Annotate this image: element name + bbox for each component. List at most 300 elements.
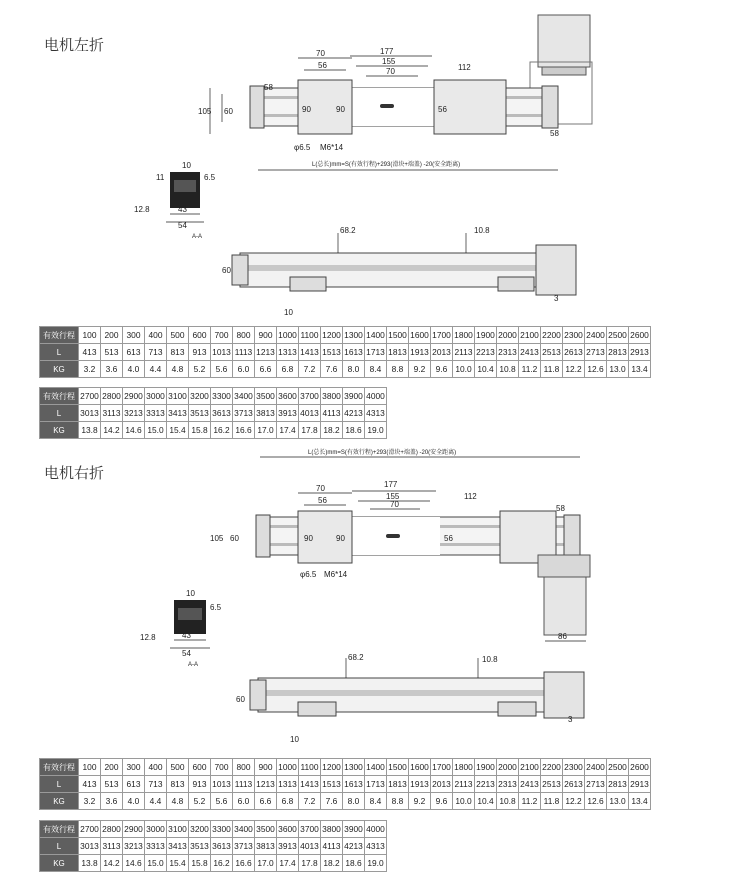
- cross-dim-12-8: 12.8: [140, 633, 156, 642]
- table-cell: 3300: [211, 388, 233, 405]
- table-cell: 1913: [409, 776, 431, 793]
- table-cell: 2813: [607, 344, 629, 361]
- table-cell: 15.8: [189, 422, 211, 439]
- table-cell: 613: [123, 776, 145, 793]
- table-cell: 7.2: [299, 361, 321, 378]
- table-cell: 14.6: [123, 422, 145, 439]
- table-cell: 8.4: [365, 361, 387, 378]
- dim-112: 112: [464, 492, 477, 501]
- dim-105: 105: [210, 534, 224, 543]
- table-cell: 17.0: [255, 855, 277, 872]
- table-cell: 700: [211, 759, 233, 776]
- spec-table-right-fold-1: [39, 758, 651, 810]
- table-cell: 7.2: [299, 793, 321, 810]
- table-cell: 600: [189, 759, 211, 776]
- table-cell: 1900: [475, 759, 497, 776]
- table-cell: 18.6: [343, 422, 365, 439]
- table-cell: 800: [233, 759, 255, 776]
- table-cell: 1013: [211, 776, 233, 793]
- table-cell: 3013: [79, 405, 101, 422]
- dim-112: 112: [458, 63, 471, 72]
- table-cell: 14.2: [101, 422, 123, 439]
- dim-thread: M6*14: [320, 143, 344, 152]
- table-cell: 1000: [277, 327, 299, 344]
- table-cell: 1200: [321, 327, 343, 344]
- side-view-drawing-right-fold: [228, 650, 598, 750]
- table-cell: 2613: [563, 776, 585, 793]
- table-cell: 700: [211, 327, 233, 344]
- table-cell: 3100: [167, 388, 189, 405]
- table-cell: 2313: [497, 344, 519, 361]
- table-cell: 1300: [343, 759, 365, 776]
- dim-hole: φ6.5: [294, 143, 311, 152]
- table-cell: 1500: [387, 759, 409, 776]
- table-cell: 3400: [233, 388, 255, 405]
- table-cell: 1313: [277, 776, 299, 793]
- table-row-stroke: [40, 388, 387, 405]
- table-cell: 1413: [299, 776, 321, 793]
- table-cell: 15.4: [167, 855, 189, 872]
- table-cell: 8.0: [343, 793, 365, 810]
- table-cell: 1713: [365, 776, 387, 793]
- table-cell: 3.6: [101, 361, 123, 378]
- table-cell: 2713: [585, 776, 607, 793]
- table-cell: 2100: [519, 327, 541, 344]
- table-cell: 1113: [233, 776, 255, 793]
- table-cell: 2213: [475, 776, 497, 793]
- dim-58-right: 58: [550, 129, 559, 138]
- row-label-weight: KG: [40, 793, 79, 810]
- table-cell: 4213: [343, 838, 365, 855]
- table-cell: 8.4: [365, 793, 387, 810]
- dim-90-a: 90: [302, 105, 311, 114]
- table-cell: 1613: [343, 344, 365, 361]
- cross-dim-54: 54: [178, 221, 187, 230]
- table-cell: 3713: [233, 405, 255, 422]
- dim-70-b: 70: [390, 500, 399, 509]
- table-cell: 400: [145, 327, 167, 344]
- table-cell: 4.0: [123, 793, 145, 810]
- table-cell: 1813: [387, 776, 409, 793]
- table-cell: 17.0: [255, 422, 277, 439]
- table-cell: 3913: [277, 838, 299, 855]
- table-cell: 2413: [519, 776, 541, 793]
- table-cell: 13.0: [607, 793, 629, 810]
- table-cell: 1800: [453, 759, 475, 776]
- table-cell: 913: [189, 344, 211, 361]
- table-cell: 10.0: [453, 361, 475, 378]
- top-view-drawing-left-fold: [190, 10, 610, 180]
- table-cell: 2800: [101, 388, 123, 405]
- table-cell: 12.6: [585, 361, 607, 378]
- table-cell: 10.4: [475, 361, 497, 378]
- table-cell: 6.6: [255, 361, 277, 378]
- cross-dim-54: 54: [182, 649, 191, 658]
- table-cell: 8.0: [343, 361, 365, 378]
- table-cell: 3500: [255, 388, 277, 405]
- table-cell: 16.6: [233, 855, 255, 872]
- table-cell: 12.2: [563, 361, 585, 378]
- table-cell: 2113: [453, 344, 475, 361]
- dim-177: 177: [384, 480, 398, 489]
- table-row-length: [40, 344, 651, 361]
- table-cell: 3413: [167, 838, 189, 855]
- table-cell: 5.2: [189, 361, 211, 378]
- table-cell: 4.8: [167, 793, 189, 810]
- cross-dim-10: 10: [182, 161, 191, 170]
- table-cell: 3600: [277, 821, 299, 838]
- table-cell: 1600: [409, 759, 431, 776]
- table-cell: 613: [123, 344, 145, 361]
- table-cell: 3600: [277, 388, 299, 405]
- table-cell: 11.8: [541, 793, 563, 810]
- dim-56-mid: 56: [438, 105, 447, 114]
- table-cell: 1913: [409, 344, 431, 361]
- table-cell: 3800: [321, 388, 343, 405]
- table-cell: 100: [79, 327, 101, 344]
- cross-dim-43: 43: [178, 205, 187, 214]
- row-label-length: L: [40, 838, 79, 855]
- table-cell: 12.6: [585, 793, 607, 810]
- table-cell: 11.2: [519, 793, 541, 810]
- table-cell: 9.6: [431, 793, 453, 810]
- table-cell: 3113: [101, 405, 123, 422]
- table-cell: 2600: [629, 759, 651, 776]
- table-cell: 1800: [453, 327, 475, 344]
- table-cell: 2400: [585, 327, 607, 344]
- dim-70-a: 70: [316, 484, 325, 493]
- length-formula: L(总长)mm=S(有效行程)+293(滑块+端盖) -20(安全距离): [308, 450, 457, 456]
- table-cell: 2100: [519, 759, 541, 776]
- table-row-weight: [40, 793, 651, 810]
- table-cell: 17.8: [299, 855, 321, 872]
- table-cell: 2213: [475, 344, 497, 361]
- table-cell: 200: [101, 327, 123, 344]
- table-cell: 4313: [365, 838, 387, 855]
- table-cell: 3700: [299, 388, 321, 405]
- table-cell: 3413: [167, 405, 189, 422]
- cross-section-drawing-left-fold: [130, 160, 230, 240]
- table-cell: 6.8: [277, 361, 299, 378]
- table-cell: 713: [145, 344, 167, 361]
- table-cell: 2513: [541, 776, 563, 793]
- table-cell: 8.8: [387, 793, 409, 810]
- table-cell: 4.4: [145, 361, 167, 378]
- table-cell: 500: [167, 327, 189, 344]
- table-cell: 16.6: [233, 422, 255, 439]
- table-cell: 2700: [79, 821, 101, 838]
- table-cell: 9.6: [431, 361, 453, 378]
- table-cell: 713: [145, 776, 167, 793]
- table-cell: 16.2: [211, 855, 233, 872]
- table-cell: 10.0: [453, 793, 475, 810]
- table-cell: 2013: [431, 344, 453, 361]
- table-cell: 1100: [299, 759, 321, 776]
- table-cell: 3900: [343, 821, 365, 838]
- table-cell: 1613: [343, 776, 365, 793]
- table-cell: 2900: [123, 821, 145, 838]
- table-cell: 17.4: [277, 855, 299, 872]
- length-formula: L(总长)mm=S(有效行程)+293(滑块+端盖) -20(安全距离): [312, 162, 461, 168]
- table-cell: 500: [167, 759, 189, 776]
- dim-58: 58: [556, 504, 565, 513]
- table-cell: 4000: [365, 388, 387, 405]
- table-cell: 2313: [497, 776, 519, 793]
- row-label-weight: KG: [40, 855, 79, 872]
- table-cell: 3700: [299, 821, 321, 838]
- dim-58-left: 58: [264, 83, 273, 92]
- spec-table-left-fold-1: [39, 326, 651, 378]
- table-cell: 17.4: [277, 422, 299, 439]
- table-row-weight: [40, 361, 651, 378]
- table-cell: 1013: [211, 344, 233, 361]
- table-cell: 813: [167, 776, 189, 793]
- table-cell: 5.2: [189, 793, 211, 810]
- table-cell: 3500: [255, 821, 277, 838]
- table-cell: 3800: [321, 821, 343, 838]
- side-dim-68-2: 68.2: [348, 653, 364, 662]
- table-cell: 18.6: [343, 855, 365, 872]
- side-view-drawing-left-fold: [220, 225, 590, 325]
- table-cell: 2500: [607, 759, 629, 776]
- side-dim-68-2: 68.2: [340, 226, 356, 235]
- table-row-length: [40, 776, 651, 793]
- dim-56-a: 56: [318, 496, 327, 505]
- table-cell: 3513: [189, 838, 211, 855]
- table-cell: 3613: [211, 838, 233, 855]
- table-cell: 2413: [519, 344, 541, 361]
- table-cell: 200: [101, 759, 123, 776]
- cross-dim-12-8: 12.8: [134, 205, 150, 214]
- table-cell: 1200: [321, 759, 343, 776]
- cross-dim-43: 43: [182, 631, 191, 640]
- dim-90-b: 90: [336, 105, 345, 114]
- section-title-right-fold: 电机右折: [44, 464, 105, 482]
- table-cell: 4.8: [167, 361, 189, 378]
- table-cell: 3000: [145, 388, 167, 405]
- table-row-length: [40, 405, 387, 422]
- table-cell: 1813: [387, 344, 409, 361]
- cross-dim-6-5: 6.5: [210, 603, 222, 612]
- table-cell: 2000: [497, 327, 519, 344]
- table-row-length: [40, 838, 387, 855]
- table-cell: 513: [101, 776, 123, 793]
- table-cell: 3200: [189, 388, 211, 405]
- table-cell: 3300: [211, 821, 233, 838]
- section-label: A-A: [188, 662, 199, 668]
- table-cell: 13.4: [629, 361, 651, 378]
- table-cell: 2400: [585, 759, 607, 776]
- dim-hole: φ6.5: [300, 570, 317, 579]
- table-cell: 13.8: [79, 855, 101, 872]
- dim-thread: M6*14: [324, 570, 348, 579]
- table-cell: 1700: [431, 759, 453, 776]
- table-cell: 2000: [497, 759, 519, 776]
- table-cell: 2513: [541, 344, 563, 361]
- table-cell: 3913: [277, 405, 299, 422]
- dim-155: 155: [386, 492, 400, 501]
- table-cell: 10.4: [475, 793, 497, 810]
- dim-90-b: 90: [336, 534, 345, 543]
- table-cell: 2500: [607, 327, 629, 344]
- table-cell: 8.8: [387, 361, 409, 378]
- table-cell: 900: [255, 327, 277, 344]
- side-dim-10: 10: [284, 308, 293, 317]
- spec-table-right-fold-2: [39, 820, 387, 872]
- spec-table-left-fold-2: [39, 387, 387, 439]
- table-cell: 900: [255, 759, 277, 776]
- row-label-length: L: [40, 776, 79, 793]
- table-cell: 6.0: [233, 361, 255, 378]
- table-cell: 2700: [79, 388, 101, 405]
- table-cell: 3813: [255, 405, 277, 422]
- table-cell: 12.2: [563, 793, 585, 810]
- table-cell: 2813: [607, 776, 629, 793]
- table-cell: 4000: [365, 821, 387, 838]
- dim-60: 60: [224, 107, 233, 116]
- table-row-stroke: [40, 821, 387, 838]
- table-cell: 13.0: [607, 361, 629, 378]
- table-cell: 1113: [233, 344, 255, 361]
- side-dim-60: 60: [222, 266, 231, 275]
- table-cell: 5.6: [211, 361, 233, 378]
- row-label-stroke: 有效行程: [40, 821, 79, 838]
- table-cell: 3200: [189, 821, 211, 838]
- table-cell: 10.8: [497, 361, 519, 378]
- table-cell: 1500: [387, 327, 409, 344]
- table-cell: 14.2: [101, 855, 123, 872]
- dim-56-mid: 56: [444, 534, 453, 543]
- table-cell: 3.2: [79, 793, 101, 810]
- cross-dim-6-5: 6.5: [204, 173, 216, 182]
- cross-dim-11: 11: [156, 173, 165, 182]
- table-cell: 1400: [365, 759, 387, 776]
- table-cell: 300: [123, 759, 145, 776]
- table-cell: 13.4: [629, 793, 651, 810]
- table-cell: 18.2: [321, 422, 343, 439]
- table-cell: 1000: [277, 759, 299, 776]
- table-cell: 2900: [123, 388, 145, 405]
- table-cell: 1900: [475, 327, 497, 344]
- table-cell: 3000: [145, 821, 167, 838]
- table-cell: 19.0: [365, 422, 387, 439]
- side-dim-3: 3: [554, 294, 559, 303]
- dim-86: 86: [558, 632, 567, 641]
- table-cell: 2200: [541, 327, 563, 344]
- section-title-left-fold: 电机左折: [44, 36, 105, 54]
- table-cell: 2013: [431, 776, 453, 793]
- table-cell: 5.6: [211, 793, 233, 810]
- table-row-stroke: [40, 327, 651, 344]
- table-cell: 4013: [299, 838, 321, 855]
- side-dim-10: 10: [290, 735, 299, 744]
- table-cell: 400: [145, 759, 167, 776]
- table-row-weight: [40, 855, 387, 872]
- table-cell: 4013: [299, 405, 321, 422]
- row-label-stroke: 有效行程: [40, 327, 79, 344]
- table-cell: 800: [233, 327, 255, 344]
- table-cell: 17.8: [299, 422, 321, 439]
- table-cell: 11.2: [519, 361, 541, 378]
- table-cell: 2913: [629, 344, 651, 361]
- table-cell: 413: [79, 344, 101, 361]
- table-cell: 9.2: [409, 793, 431, 810]
- table-cell: 18.2: [321, 855, 343, 872]
- table-cell: 15.0: [145, 855, 167, 872]
- table-cell: 2600: [629, 327, 651, 344]
- table-cell: 1700: [431, 327, 453, 344]
- table-cell: 15.4: [167, 422, 189, 439]
- table-cell: 3613: [211, 405, 233, 422]
- table-cell: 11.8: [541, 361, 563, 378]
- table-cell: 3900: [343, 388, 365, 405]
- table-cell: 7.6: [321, 793, 343, 810]
- side-dim-10-8: 10.8: [482, 655, 498, 664]
- side-dim-3: 3: [568, 715, 573, 724]
- side-dim-60: 60: [236, 695, 245, 704]
- row-label-weight: KG: [40, 361, 79, 378]
- row-label-length: L: [40, 405, 79, 422]
- dim-60: 60: [230, 534, 239, 543]
- table-cell: 1100: [299, 327, 321, 344]
- top-view-drawing-right-fold: [200, 445, 600, 645]
- table-cell: 3100: [167, 821, 189, 838]
- table-cell: 4.4: [145, 793, 167, 810]
- table-cell: 14.6: [123, 855, 145, 872]
- dim-155: 155: [382, 57, 396, 66]
- table-cell: 16.2: [211, 422, 233, 439]
- dim-177: 177: [380, 47, 394, 56]
- table-cell: 1513: [321, 344, 343, 361]
- table-cell: 3813: [255, 838, 277, 855]
- table-cell: 1413: [299, 344, 321, 361]
- dim-70-b: 70: [386, 67, 395, 76]
- table-cell: 1300: [343, 327, 365, 344]
- table-cell: 2200: [541, 759, 563, 776]
- table-cell: 4113: [321, 405, 343, 422]
- table-cell: 813: [167, 344, 189, 361]
- table-cell: 3.2: [79, 361, 101, 378]
- table-cell: 1400: [365, 327, 387, 344]
- table-cell: 2300: [563, 759, 585, 776]
- table-cell: 15.0: [145, 422, 167, 439]
- row-label-weight: KG: [40, 422, 79, 439]
- section-label: A-A: [192, 234, 203, 240]
- table-cell: 2613: [563, 344, 585, 361]
- table-cell: 6.6: [255, 793, 277, 810]
- cross-section-drawing-right-fold: [138, 590, 238, 670]
- cross-dim-10: 10: [186, 590, 195, 598]
- table-cell: 2713: [585, 344, 607, 361]
- table-cell: 19.0: [365, 855, 387, 872]
- table-cell: 1513: [321, 776, 343, 793]
- table-cell: 3113: [101, 838, 123, 855]
- table-cell: 4313: [365, 405, 387, 422]
- row-label-stroke: 有效行程: [40, 388, 79, 405]
- table-cell: 3013: [79, 838, 101, 855]
- table-cell: 1213: [255, 344, 277, 361]
- table-cell: 513: [101, 344, 123, 361]
- table-cell: 3513: [189, 405, 211, 422]
- table-cell: 6.0: [233, 793, 255, 810]
- table-cell: 6.8: [277, 793, 299, 810]
- table-cell: 1600: [409, 327, 431, 344]
- table-row-weight: [40, 422, 387, 439]
- table-cell: 15.8: [189, 855, 211, 872]
- table-cell: 3713: [233, 838, 255, 855]
- table-cell: 4213: [343, 405, 365, 422]
- table-cell: 3400: [233, 821, 255, 838]
